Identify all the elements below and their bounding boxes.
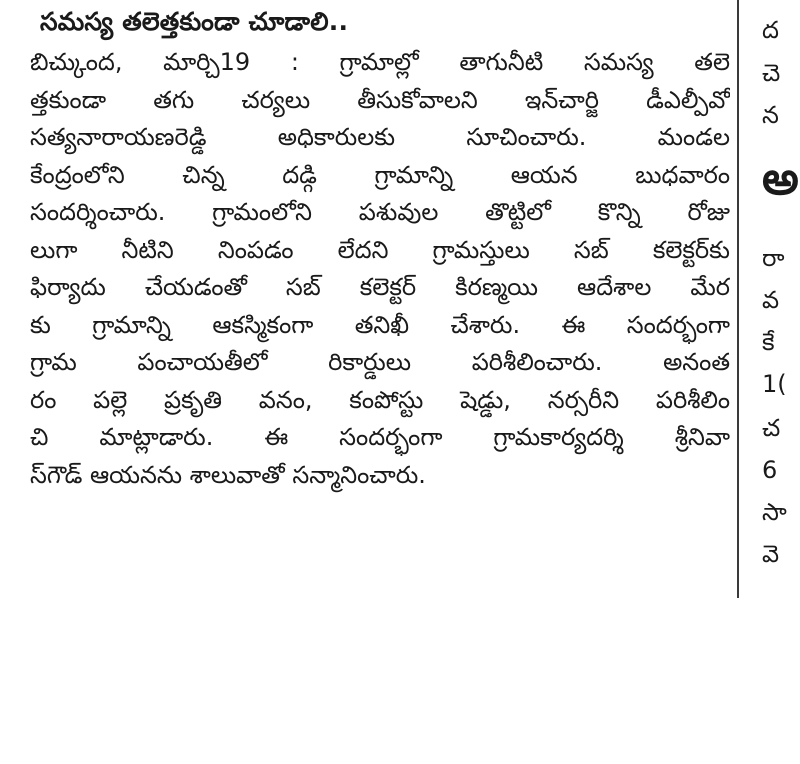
article-line: రం పల్లె ప్రకృతి వనం, కంపోస్టు షెడ్డు, నర్సరీని పరిశీలిం bbox=[30, 385, 730, 414]
fragment-line: ద bbox=[762, 16, 779, 44]
article-body bbox=[30, 44, 730, 494]
fragment-line: వె bbox=[762, 540, 780, 568]
article-line: బిచ్కుంద, మార్చి19 : గ్రామాల్లో తాగునీటి సమస్య తలె bbox=[30, 48, 730, 76]
fragment-line: చ bbox=[762, 414, 781, 442]
fragment-line: కే bbox=[762, 328, 775, 356]
article-line: సందర్శించారు. గ్రామంలోని పశువుల తొట్టిలో కొన్ని రోజు bbox=[30, 198, 730, 226]
fragment-line: వ bbox=[762, 286, 780, 314]
article-line: కేంద్రంలోని చిన్న దడ్గి గ్రామాన్ని ఆయన బుధవారం bbox=[30, 160, 730, 189]
article-line: సత్యనారాయణరెడ్డి అధికారులకు సూచించారు. మండల bbox=[30, 123, 730, 151]
article-line: కు గ్రామాన్ని ఆకస్మికంగా తనిఖీ చేశారు. ఈ సందర్భంగా bbox=[30, 310, 730, 339]
article-line: ఫిర్యాదు చేయడంతో సబ్ కలెక్టర్ కిరణ్మయి ఆదేశాల మేర bbox=[30, 273, 730, 301]
article-headline: సమస్య తలెత్తకుండా చూడాలి.. bbox=[40, 7, 349, 36]
article-line: త్తకుండా తగు చర్యలు తీసుకోవాలని ఇన్‌చార్జి డీఎల్పీవో bbox=[30, 85, 730, 114]
fragment-line: 1( bbox=[762, 370, 787, 398]
article-line: లుగా నీటిని నింపడం లేదని గ్రామస్తులు సబ్ కలెక్టర్‌కు bbox=[30, 235, 730, 264]
fragment-line: 6 bbox=[762, 456, 778, 484]
adjacent-article-fragment bbox=[762, 0, 800, 600]
fragment-line: చె bbox=[762, 59, 781, 87]
column-divider bbox=[737, 0, 739, 598]
fragment-line: న bbox=[762, 101, 779, 129]
article-line: గ్రామ పంచాయతీలో రికార్డులు పరిశీలించారు. అనంత bbox=[30, 348, 730, 376]
article-line: చి మాట్లాడారు. ఈ సందర్భంగా గ్రామకార్యదర్శి శ్రీనివా bbox=[30, 423, 730, 451]
article-line: స్‌గౌడ్ ఆయనను శాలువాతో సన్మానించారు. bbox=[30, 460, 426, 489]
fragment-line: సా bbox=[762, 498, 787, 526]
fragment-headline: అ bbox=[762, 151, 799, 205]
fragment-line: రా bbox=[762, 244, 785, 272]
